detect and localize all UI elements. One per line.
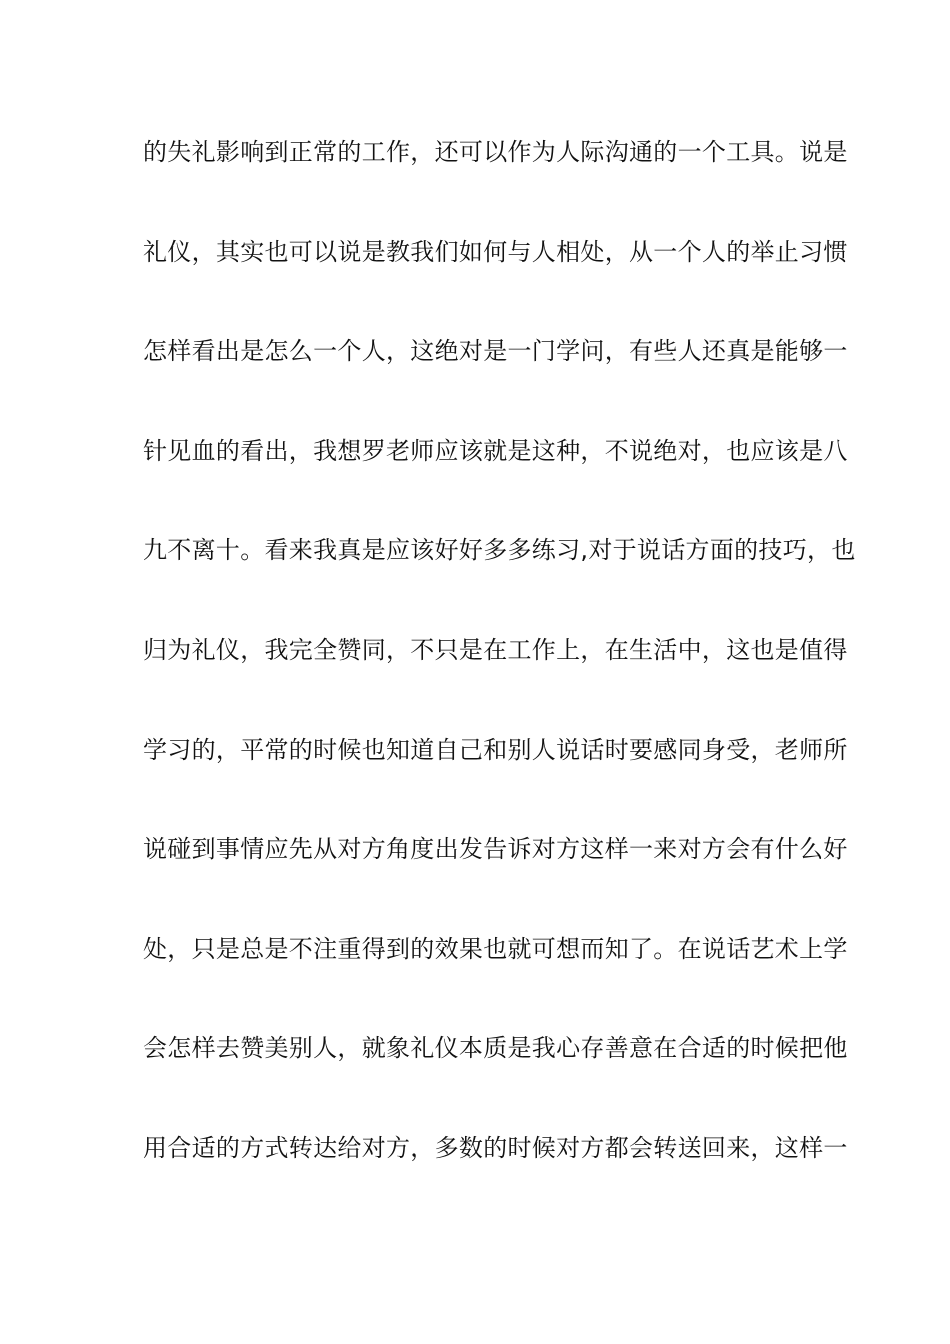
text-line: 九不离十。看来我真是应该好好多多练习,对于说话方面的技巧，也 bbox=[143, 536, 856, 565]
text-line: 会怎样去赞美别人，就象礼仪本质是我心存善意在合适的时候把他 bbox=[143, 1034, 848, 1063]
text-line: 归为礼仪，我完全赞同，不只是在工作上，在生活中，这也是值得 bbox=[143, 635, 848, 664]
text-line: 处，只是总是不注重得到的效果也就可想而知了。在说话艺术上学 bbox=[143, 934, 848, 963]
text-line: 学习的，平常的时候也知道自己和别人说话时要感同身受，老师所 bbox=[143, 735, 848, 764]
text-line: 针见血的看出，我想罗老师应该就是这种，不说绝对，也应该是八 bbox=[143, 436, 848, 465]
text-line: 的失礼影响到正常的工作，还可以作为人际沟通的一个工具。说是 bbox=[143, 138, 848, 166]
text-line: 怎样看出是怎么一个人，这绝对是一门学问，有些人还真是能够一 bbox=[143, 337, 848, 366]
text-line: 说碰到事情应先从对方角度出发告诉对方这样一来对方会有什么好 bbox=[143, 835, 848, 864]
body-text bbox=[143, 128, 856, 1224]
text-line: 礼仪，其实也可以说是教我们如何与人相处，从一个人的举止习惯 bbox=[143, 237, 848, 266]
text-line: 用合适的方式转达给对方，多数的时候对方都会转送回来，这样一 bbox=[143, 1133, 848, 1162]
